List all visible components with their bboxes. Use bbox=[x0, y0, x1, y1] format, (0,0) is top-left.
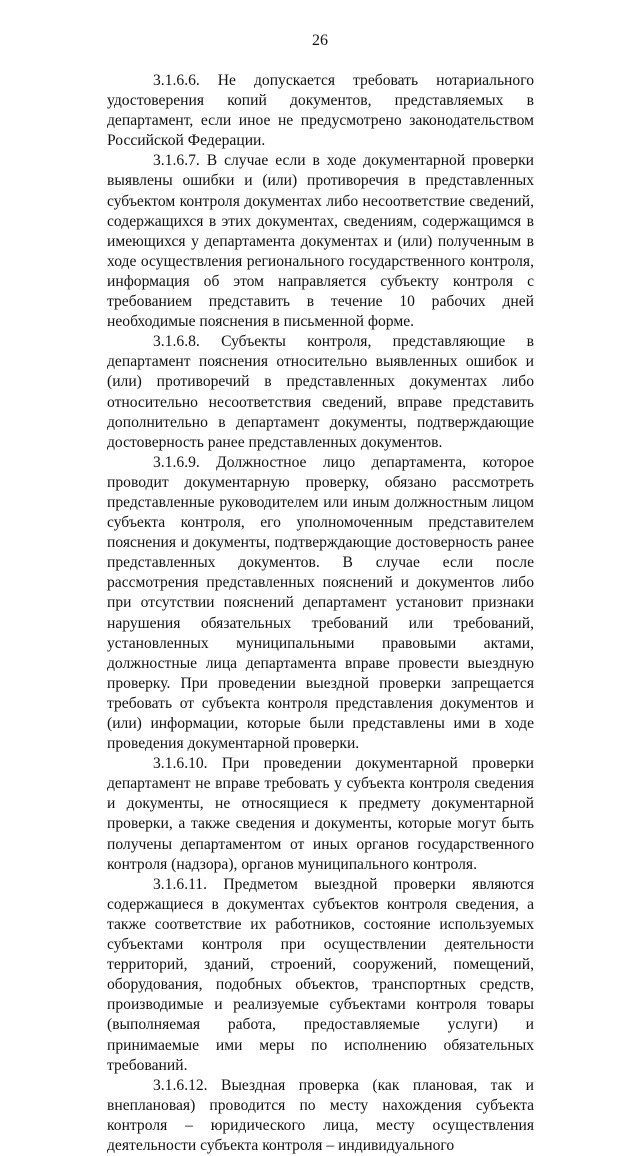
paragraph-3-1-6-10: 3.1.6.10. При проведении документарной проверки департамент не вправе требовать у субъекта контроля сведения и документы, не относящиеся к предмету документарной проверки, а также сведения и документы, которые могут быть получены департаментом от иных органов государственного контроля (надзора), органов муниципального контроля. bbox=[107, 755, 534, 873]
paragraph-3-1-6-7: 3.1.6.7. В случае если в ходе документарной проверки выявлены ошибки и (или) противоречия в представленных субъектом контроля документах либо несоответствие сведений, содержащихся в этих документах, сведениям, содержащимся в имеющихся у департамента документах и (или) полученным в ходе осуществления регионального государственного контроля, информация об этом направляется субъекту контроля с требованием представить в течение 10 рабочих дней необходимые пояснения в письменной форме. bbox=[107, 152, 534, 331]
paragraph-3-1-6-11: 3.1.6.11. Предметом выездной проверки являются содержащиеся в документах субъектов контроля сведения, а также соответствие их работников, состояние используемых субъектами контроля при осуществлении деятельности территорий, зданий, строений, сооружений, помещений, оборудования, подобных объектов, транспортных средств, производимые и реализуемые субъектами контроля товары (выполняемая работа, предоставляемые услуги) и принимаемые ими меры по исполнению обязательных требований. bbox=[107, 875, 534, 1074]
paragraph-3-1-6-6: 3.1.6.6. Не допускается требовать нотариального удостоверения копий документов, представляемых в департамент, если иное не предусмотрено законодательством Российской Федерации. bbox=[107, 72, 534, 150]
paragraph-3-1-6-9: 3.1.6.9. Должностное лицо департамента, которое проводит документарную проверку, обязано рассмотреть представленные руководителем или иным должностным лицом субъекта контроля, его уполномоченным представителем пояснения и документы, подтверждающие достоверность ранее представленных документов. В случае если после рассмотрения представленных пояснений и документов либо при отсутствии пояснений департамент установит признаки нарушения обязательных требований или требований, установленных муниципальными правовыми актами, должностные лица департамента вправе провести выездную проверку. При проведении выездной проверки запрещается требовать от субъекта контроля представления документов и (или) информации, которые были представлены ими в ходе проведения документарной проверки. bbox=[107, 453, 534, 753]
document-body bbox=[107, 71, 534, 1156]
paragraph-3-1-6-12: 3.1.6.12. Выездная проверка (как плановая, так и внеплановая) проводится по месту нахождения субъекта контроля – юридического лица, месту осуществления деятельности субъекта контроля – индивидуального bbox=[107, 1076, 534, 1154]
page-number: 26 bbox=[312, 32, 328, 49]
paragraph-3-1-6-8: 3.1.6.8. Субъекты контроля, представляющие в департамент пояснения относительно выявленных ошибок и (или) противоречий в представленных документах либо относительно несоответствия сведений, вправе представить дополнительно в департамент документы, подтверждающие достоверность ранее представленных документов. bbox=[107, 333, 534, 451]
